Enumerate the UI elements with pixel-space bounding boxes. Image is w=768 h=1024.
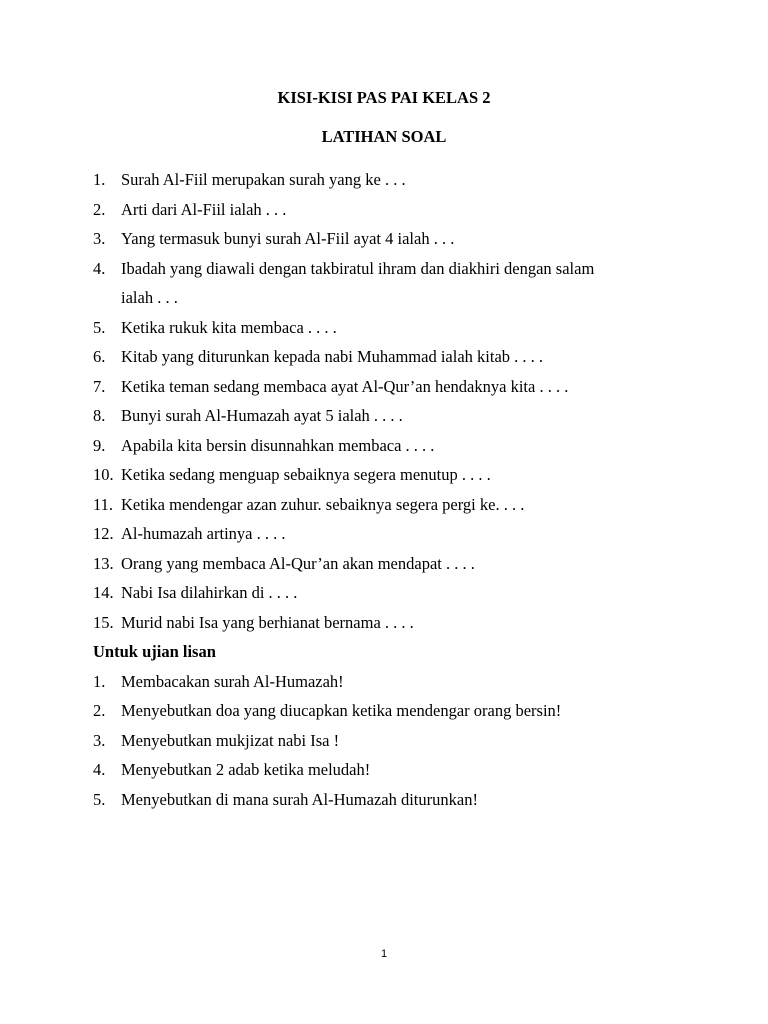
- question-text: Murid nabi Isa yang berhianat bernama . . . .: [121, 612, 414, 632]
- question-item: [93, 401, 693, 431]
- question-item: [93, 372, 693, 402]
- question-text-continuation: ialah . . .: [121, 288, 178, 307]
- question-number: 9.: [93, 435, 106, 455]
- question-item: [93, 431, 693, 461]
- oral-item-text: Menyebutkan 2 adab ketika meludah!: [121, 760, 371, 779]
- oral-item-number: 3.: [93, 730, 106, 750]
- question-text: Ketika teman sedang membaca ayat Al-Qur’an hendaknya kita . . . .: [121, 376, 569, 396]
- oral-item-text: Menyebutkan doa yang diucapkan ketika mendengar orang bersin!: [121, 701, 562, 720]
- question-text: Arti dari Al-Fiil ialah . . .: [121, 199, 287, 219]
- question-number: 12.: [93, 524, 114, 543]
- question-number: 1.: [93, 170, 106, 189]
- page-number: 1: [380, 948, 388, 960]
- question-text: Orang yang membaca Al-Qur’an akan mendapat . . . .: [121, 553, 475, 573]
- question-item: [93, 460, 693, 490]
- question-item: [93, 165, 693, 195]
- question-text: Bunyi surah Al-Humazah ayat 5 ialah . . . .: [121, 406, 403, 425]
- oral-exam-heading: Untuk ujian lisan: [93, 642, 216, 661]
- question-number: 5.: [93, 317, 106, 337]
- question-number: 7.: [93, 376, 106, 396]
- question-item: [93, 549, 693, 579]
- oral-item-number: 1.: [93, 671, 106, 691]
- oral-item-number: 2.: [93, 701, 106, 720]
- question-number: 13.: [93, 553, 114, 573]
- oral-item: [93, 726, 693, 756]
- question-item: [93, 195, 693, 225]
- question-item: [93, 519, 693, 549]
- oral-item: [93, 785, 693, 815]
- question-text: Nabi Isa dilahirkan di . . . .: [121, 583, 298, 602]
- question-number: 8.: [93, 406, 106, 425]
- question-text: Ketika rukuk kita membaca . . . .: [121, 317, 337, 337]
- question-text: Ibadah yang diawali dengan takbiratul ihram dan diakhiri dengan salam: [121, 258, 595, 278]
- question-number: 10.: [93, 465, 114, 484]
- question-item: [93, 342, 693, 372]
- question-list: [93, 165, 693, 814]
- question-text: Ketika sedang menguap sebaiknya segera menutup . . . .: [121, 465, 491, 484]
- document-subtitle: LATIHAN SOAL: [321, 127, 447, 146]
- oral-item: [93, 696, 693, 726]
- question-text: Apabila kita bersin disunnahkan membaca . . . .: [121, 435, 435, 455]
- question-item-continuation: [93, 283, 693, 313]
- oral-item: [93, 755, 693, 785]
- oral-item-text: Menyebutkan di mana surah Al-Humazah diturunkan!: [121, 789, 478, 809]
- question-item: [93, 313, 693, 343]
- document-title: KISI-KISI PAS PAI KELAS 2: [277, 88, 491, 107]
- oral-item-text: Membacakan surah Al-Humazah!: [121, 671, 344, 691]
- question-number: 6.: [93, 347, 106, 366]
- question-text: Yang termasuk bunyi surah Al-Fiil ayat 4 ialah . . .: [121, 229, 455, 248]
- oral-item-number: 5.: [93, 789, 106, 809]
- question-number: 4.: [93, 258, 106, 278]
- question-number: 15.: [93, 612, 114, 632]
- question-item: [93, 578, 693, 608]
- question-text: Al-humazah artinya . . . .: [121, 524, 286, 543]
- oral-item-number: 4.: [93, 760, 106, 779]
- question-number: 3.: [93, 229, 106, 248]
- question-number: 11.: [93, 494, 114, 514]
- question-item: [93, 254, 693, 284]
- question-text: Surah Al-Fiil merupakan surah yang ke . . .: [121, 170, 406, 189]
- oral-item-text: Menyebutkan mukjizat nabi Isa !: [121, 730, 340, 750]
- question-item: [93, 224, 693, 254]
- question-text: Kitab yang diturunkan kepada nabi Muhammad ialah kitab . . . .: [121, 347, 544, 366]
- question-number: 2.: [93, 199, 106, 219]
- question-item: [93, 608, 693, 638]
- oral-item: [93, 667, 693, 697]
- question-number: 14.: [93, 583, 114, 602]
- question-text: Ketika mendengar azan zuhur. sebaiknya segera pergi ke. . . .: [121, 494, 525, 514]
- question-item: [93, 490, 693, 520]
